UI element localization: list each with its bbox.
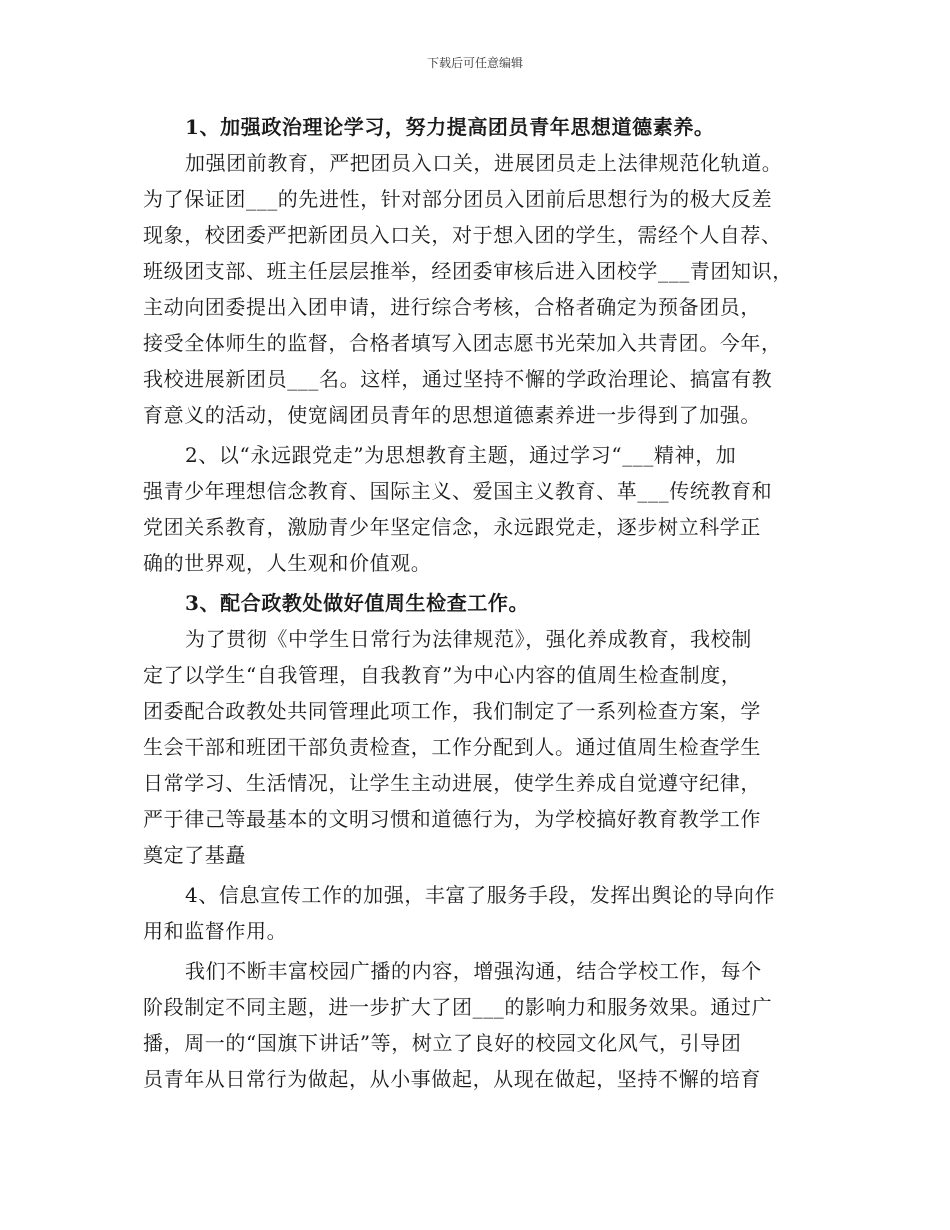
paragraph-line: 定了以学生“自我管理，自我教育”为中心内容的值周生检查制度， [143,663,742,687]
paragraph-line: 用和监督作用。 [143,919,288,943]
header-note: 下载后可任意编辑 [426,56,523,70]
section-heading: 3、配合政教处做好值周生检查工作。 [185,591,530,615]
paragraph-line: 为了贯彻《中学生日常行为法律规范》，强化养成教育，我校制 [185,627,752,651]
paragraph-line: 确的世界观，人生观和价值观。 [143,551,432,575]
paragraph-line: 党团关系教育，激励青少年坚定信念，永远跟党走，逐步树立科学正 [143,515,761,539]
paragraph-line: 育意义的活动，使宽阔团员青年的思想道德素养进一步得到了加强。 [143,403,761,427]
paragraph-line: 现象，校团委严把新团员入口关，对于想入团的学生，需经个人自荐、 [143,223,782,247]
paragraph-line: 员青年从日常行为做起，从小事做起，从现在做起，坚持不懈的培育 [143,1067,761,1091]
paragraph-line: 团委配合政教处共同管理此项工作，我们制定了一系列检查方案，学 [143,699,761,723]
paragraph-line: 奠定了基矗 [143,843,246,867]
paragraph-line: 播，周一的“国旗下讲话”等，树立了良好的校园文化风气，引导团 [143,1031,742,1055]
paragraph-line: 2、以“永远跟党走”为思想教育主题，通过学习“___精神，加 [185,443,737,467]
paragraph-line: 4、信息宣传工作的加强，丰富了服务手段，发挥出舆论的导向作 [185,883,776,907]
paragraph-line: 为了保证团___的先进性，针对部分团员入团前后思想行为的极大反差 [143,187,773,211]
paragraph-line: 加强团前教育，严把团员入口关，进展团员走上法律规范化轨道。 [185,151,783,175]
paragraph-line: 我校进展新团员___名。这样，通过坚持不懈的学政治理论、搞富有教 [143,367,773,391]
paragraph-line: 严于律己等最基本的文明习惯和道德行为，为学校搞好教育教学工作 [143,807,761,831]
paragraph-line: 生会干部和班团干部负责检查，工作分配到人。通过值周生检查学生 [143,735,761,759]
paragraph-line: 强青少年理想信念教育、国际主义、爱国主义教育、革___传统教育和 [143,479,773,503]
paragraph-line: 主动向团委提出入团申请，进行综合考核，合格者确定为预备团员， [143,295,761,319]
paragraph-line: 班级团支部、班主任层层推举，经团委审核后进入团校学___青团知识， [143,259,793,283]
paragraph-line: 日常学习、生活情况，让学生主动进展，使学生养成自觉遵守纪律， [143,771,761,795]
section-heading: 1、加强政治理论学习，努力提高团员青年思想道德素养。 [185,115,715,139]
paragraph-line: 我们不断丰富校园广播的内容，增强沟通，结合学校工作，每个 [185,959,762,983]
paragraph-line: 接受全体师生的监督，合格者填写入团志愿书光荣加入共青团。今年， [143,331,782,355]
paragraph-line: 阶段制定不同主题，进一步扩大了团___的影响力和服务效果。通过广 [143,995,773,1019]
